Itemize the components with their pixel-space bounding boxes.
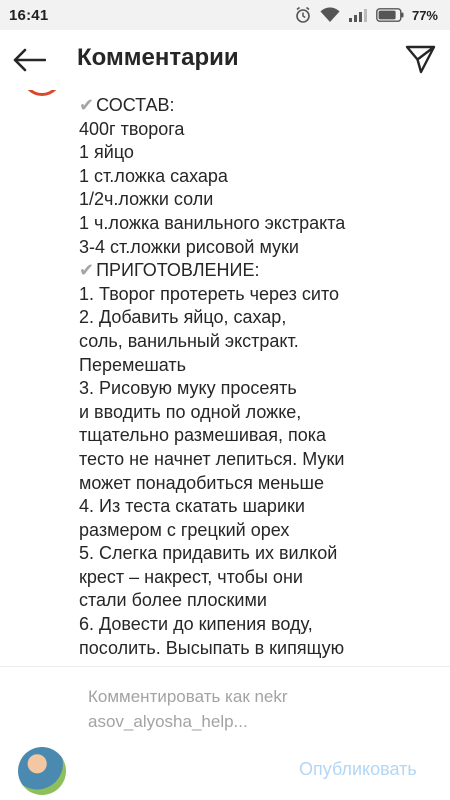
recipe-line-text: тесто не начнет лепиться. Муки	[79, 448, 345, 469]
recipe-line-text: Перемешать	[79, 354, 187, 375]
recipe-line	[79, 637, 439, 661]
recipe-line-text: 3. Рисовую муку просеять	[79, 378, 297, 399]
recipe-line	[79, 94, 439, 118]
publish-button[interactable]: Опубликовать	[299, 759, 417, 779]
recipe-line	[79, 495, 439, 519]
recipe-line-text: 1 яйцо	[79, 142, 134, 163]
status-bar	[0, 0, 450, 30]
recipe-line-text: соль, ванильный экстракт.	[79, 330, 299, 351]
recipe-line-text: стали более плоскими	[79, 590, 267, 611]
battery-percent: 77%	[411, 7, 438, 23]
recipe-line-text: 1. Творог протереть через сито	[79, 283, 340, 304]
recipe-line	[79, 424, 439, 448]
comments-content[interactable]	[0, 90, 450, 666]
back-arrow-icon	[12, 48, 46, 72]
recipe-line	[79, 542, 439, 566]
battery-icon	[376, 8, 404, 22]
recipe-line-text: 2. Добавить яйцо, сахар,	[79, 307, 287, 328]
recipe-line	[79, 212, 439, 236]
recipe-line	[79, 354, 439, 378]
recipe-line-text: ПРИГОТОВЛЕНИЕ:	[96, 260, 260, 281]
recipe-line	[79, 377, 439, 401]
recipe-line	[79, 306, 439, 330]
recipe-line-text: 5. Слегка придавить их вилкой	[79, 543, 338, 564]
recipe-line-text: посолить. Высыпать в кипящую	[79, 637, 345, 658]
send-button[interactable]	[404, 43, 436, 75]
wifi-icon	[320, 7, 340, 23]
recipe-line-text: 1 ч.ложка ванильного экстракта	[79, 212, 346, 233]
comment-bar	[0, 667, 450, 800]
recipe-line-text: может понадобиться меньше	[79, 472, 324, 493]
recipe-line	[79, 188, 439, 212]
recipe-line	[79, 330, 439, 354]
send-icon	[404, 43, 436, 75]
recipe-line	[79, 165, 439, 189]
recipe-line	[79, 236, 439, 260]
recipe-line-text: тщательно размешивая, пока	[79, 425, 327, 446]
checkmark-icon: ✔	[79, 260, 95, 281]
recipe-line-text: 1 ст.ложка сахара	[79, 165, 228, 186]
recipe-line	[79, 472, 439, 496]
back-button[interactable]	[12, 44, 46, 76]
checkmark-icon: ✔	[79, 95, 95, 115]
recipe-line-text: СОСТАВ:	[96, 95, 175, 115]
status-icons	[294, 6, 438, 24]
alarm-icon	[294, 6, 312, 24]
recipe-line-text: 6. Довести до кипения воду,	[79, 614, 313, 635]
recipe-line	[79, 613, 439, 637]
comment-input[interactable]: Комментировать как nekrasov_alyosha_help...	[88, 687, 288, 731]
recipe-line-text: крест – накрест, чтобы они	[79, 566, 303, 587]
app-header	[0, 30, 450, 90]
recipe-line	[79, 448, 439, 472]
signal-icon	[348, 8, 368, 22]
page-title: Комментарии	[77, 44, 239, 71]
author-avatar[interactable]	[22, 90, 62, 96]
recipe-line	[79, 401, 439, 425]
user-avatar	[18, 747, 66, 795]
recipe-line	[79, 519, 439, 543]
status-time: 16:41	[9, 6, 49, 24]
recipe-line	[79, 589, 439, 613]
recipe-line-text: и вводить по одной ложке,	[79, 401, 302, 422]
recipe-line	[79, 118, 439, 142]
recipe-line-text: 400г творога	[79, 118, 185, 139]
recipe-line	[79, 141, 439, 165]
recipe-line-text: 1/2ч.ложки соли	[79, 189, 214, 210]
recipe-line-text: 4. Из теста скатать шарики	[79, 496, 305, 517]
recipe-line-text: 3-4 ст.ложки рисовой муки	[79, 236, 299, 257]
recipe-text	[79, 94, 439, 660]
recipe-line-text: размером с грецкий орех	[79, 519, 290, 540]
recipe-line	[79, 283, 439, 307]
recipe-line	[79, 259, 439, 283]
recipe-line	[79, 566, 439, 590]
